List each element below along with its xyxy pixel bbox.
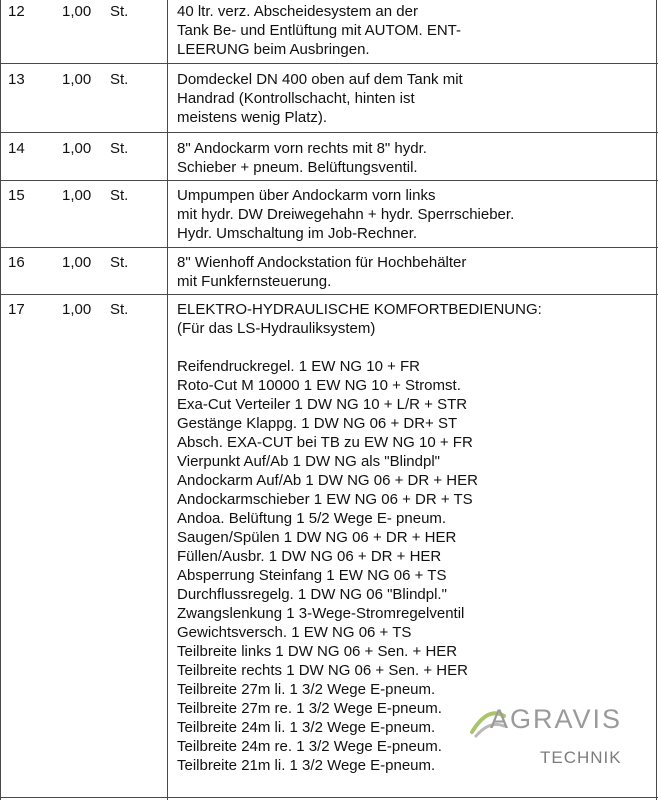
- unit: St.: [110, 187, 129, 204]
- quantity: 1,00: [62, 301, 92, 318]
- description-line: (Für das LS-Hydrauliksystem): [177, 320, 376, 337]
- description: [177, 70, 463, 127]
- description-line: Teilbreite rechts 1 DW NG 06 + Sen. + HER: [177, 662, 468, 679]
- description-line: Teilbreite 21m li. 1 3/2 Wege E-pneum.: [177, 757, 436, 774]
- description-line: ELEKTRO-HYDRAULISCHE KOMFORTBEDIENUNG:: [177, 301, 542, 318]
- row-separator: [0, 132, 658, 133]
- description-line: Durchflussregelg. 1 DW NG 06 "Blindpl.": [177, 586, 447, 603]
- watermark-logo-text: AGRAVIS: [490, 704, 623, 734]
- agravis-watermark: [468, 700, 643, 780]
- bottom-border: [0, 797, 658, 798]
- unit: St.: [110, 140, 129, 157]
- unit: St.: [110, 254, 129, 271]
- description-line: Hydr. Umschaltung im Job-Rechner.: [177, 225, 418, 242]
- description-line: Tank Be- und Entlüftung mit AUTOM. ENT-: [177, 22, 462, 39]
- description-line: Teilbreite 27m li. 1 3/2 Wege E-pneum.: [177, 681, 436, 698]
- right-border: [656, 0, 657, 800]
- description-line: 8" Wienhoff Andockstation für Hochbehälter: [177, 254, 467, 271]
- description-line: Zwangslenkung 1 3-Wege-Stromregelventil: [177, 605, 465, 622]
- description-line: Reifendruckregel. 1 EW NG 10 + FR: [177, 358, 421, 375]
- position-number: 15: [8, 187, 25, 204]
- description-line: Teilbreite links 1 DW NG 06 + Sen. + HER: [177, 643, 458, 660]
- row-separator: [0, 247, 658, 248]
- description: [177, 253, 466, 291]
- description-line: [177, 338, 542, 357]
- left-border: [0, 0, 1, 800]
- description-line: Andoa. Belüftung 1 5/2 Wege E- pneum.: [177, 510, 447, 527]
- watermark-subtitle: TECHNIK: [540, 748, 622, 767]
- description-line: Gestänge Klappg. 1 DW NG 06 + DR+ ST: [177, 415, 458, 432]
- row-separator: [0, 294, 658, 295]
- description-line: 40 ltr. verz. Abscheidesystem an der: [177, 3, 418, 20]
- unit: St.: [110, 71, 129, 88]
- description-line: Teilbreite 27m re. 1 3/2 Wege E-pneum.: [177, 700, 442, 717]
- position-number: 12: [8, 3, 25, 20]
- row-separator: [0, 180, 658, 181]
- unit: St.: [110, 301, 129, 318]
- description-line: Teilbreite 24m li. 1 3/2 Wege E-pneum.: [177, 719, 436, 736]
- quantity: 1,00: [62, 3, 92, 20]
- description-line: mit hydr. DW Dreiwegehahn + hydr. Sperrschieber.: [177, 206, 515, 223]
- description: [177, 2, 461, 59]
- description-line: Umpumpen über Andockarm vorn links: [177, 187, 436, 204]
- position-number: 14: [8, 140, 25, 157]
- description: [177, 139, 427, 177]
- position-number: 17: [8, 301, 25, 318]
- description-line: Absch. EXA-CUT bei TB zu EW NG 10 + FR: [177, 434, 473, 451]
- position-number: 16: [8, 254, 25, 271]
- description-line: Roto-Cut M 10000 1 EW NG 10 + Stromst.: [177, 377, 461, 394]
- description-line: 8" Andockarm vorn rechts mit 8" hydr.: [177, 140, 427, 157]
- row-separator: [0, 63, 658, 64]
- description-line: Gewichtsversch. 1 EW NG 06 + TS: [177, 624, 412, 641]
- description-line: Schieber + pneum. Belüftungsventil.: [177, 159, 418, 176]
- description-line: Exa-Cut Verteiler 1 DW NG 10 + L/R + STR: [177, 396, 468, 413]
- column-divider: [167, 0, 168, 800]
- description-line: Handrad (Kontrollschacht, hinten ist: [177, 90, 415, 107]
- quantity: 1,00: [62, 71, 92, 88]
- position-number: 13: [8, 71, 25, 88]
- description-line: Andockarmschieber 1 EW NG 06 + DR + TS: [177, 491, 473, 508]
- description-line: Saugen/Spülen 1 DW NG 06 + DR + HER: [177, 529, 457, 546]
- quantity: 1,00: [62, 140, 92, 157]
- description-line: meistens wenig Platz).: [177, 109, 328, 126]
- description-line: Vierpunkt Auf/Ab 1 DW NG als "Blindpl": [177, 453, 440, 470]
- description-line: Absperrung Steinfang 1 EW NG 06 + TS: [177, 567, 447, 584]
- description-line: LEERUNG beim Ausbringen.: [177, 41, 370, 58]
- description-line: Andockarm Auf/Ab 1 DW NG 06 + DR + HER: [177, 472, 478, 489]
- description-line: Teilbreite 24m re. 1 3/2 Wege E-pneum.: [177, 738, 442, 755]
- description: [177, 186, 514, 243]
- description-line: Domdeckel DN 400 oben auf dem Tank mit: [177, 71, 463, 88]
- description-line: Füllen/Ausbr. 1 DW NG 06 + DR + HER: [177, 548, 442, 565]
- quantity: 1,00: [62, 254, 92, 271]
- unit: St.: [110, 3, 129, 20]
- quantity: 1,00: [62, 187, 92, 204]
- description-line: mit Funkfernsteuerung.: [177, 273, 332, 290]
